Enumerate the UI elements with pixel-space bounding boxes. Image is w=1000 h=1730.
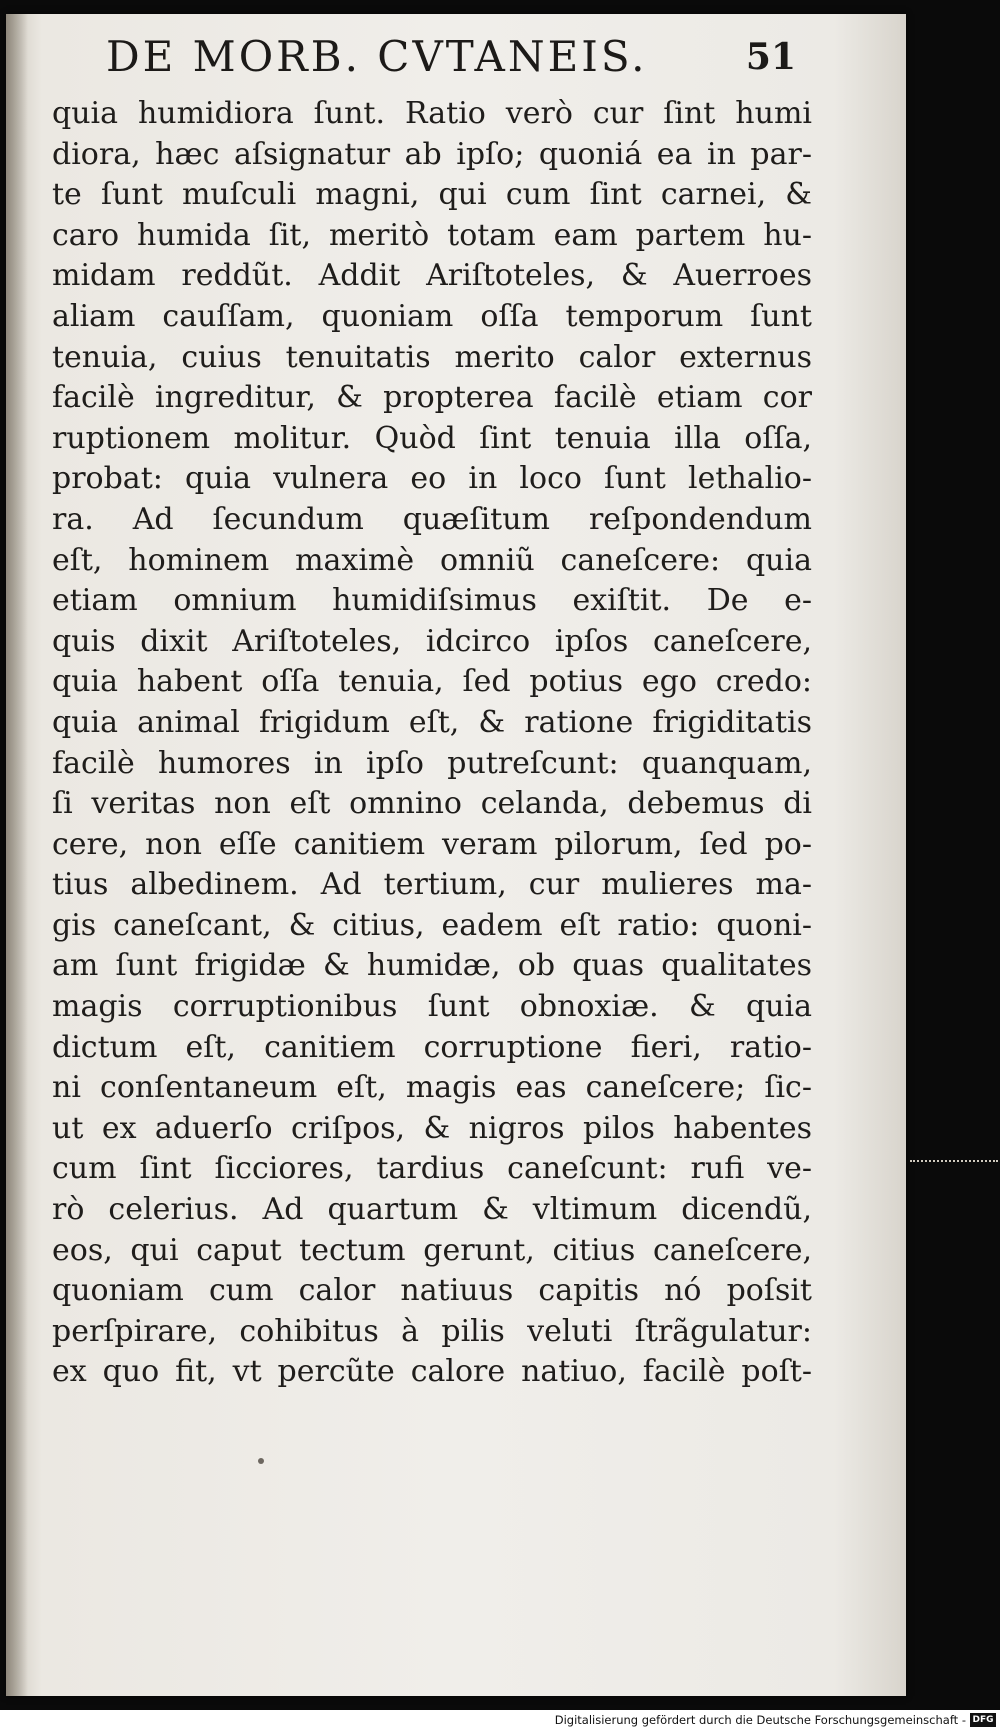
text-line: quia animal frigidum eſt, & ratione frigiditatis (52, 704, 812, 740)
footer-credit: Digitalisierung gefördert durch die Deutsche Forschungsgemeinschaft - (554, 1713, 966, 1727)
text-line: tenuia, cuius tenuitatis merito calor externus (52, 339, 812, 375)
text-line: perſpirare, cohibitus à pilis veluti ſtrãgulatur: (52, 1313, 812, 1349)
text-line: cere, non eſſe canitiem veram pilorum, ſed po- (52, 826, 812, 862)
text-line: quia habent oſſa tenuia, ſed potius ego credo: (52, 664, 812, 700)
book-page (6, 14, 906, 1696)
text-line: ex quo fit, vt percũte calore natiuo, facilè poſt- (52, 1354, 812, 1390)
digitization-footer (0, 1710, 1000, 1730)
text-line: rò celerius. Ad quartum & vltimum dicendũ, (52, 1192, 812, 1228)
text-line: midam reddũt. Addit Ariſtoteles, & Auerroes (52, 258, 812, 294)
text-line: quia humidiora ſunt. Ratio verò cur ſint humi (52, 96, 812, 131)
text-line: magis corruptionibus ſunt obnoxiæ. & quia (52, 989, 812, 1025)
text-line: ni conſentaneum eſt, magis eas caneſcere; ſic- (52, 1070, 812, 1106)
text-line: cum ſint ſicciores, tardius caneſcunt: rufi ve- (52, 1151, 812, 1187)
text-line: caro humida ſit, meritò totam eam partem hu- (52, 217, 812, 253)
text-line: quis dixit Ariſtoteles, idcirco ipſos caneſcere, (52, 623, 812, 659)
text-line: facilè humores in ipſo putreſcunt: quanquam, (52, 745, 812, 781)
text-line: ra. Ad ſecundum quæſitum reſpondendum (52, 501, 812, 537)
edge-mark (910, 1160, 998, 1166)
text-line: am ſunt frigidæ & humidæ, ob quas qualitates (52, 948, 812, 984)
page-number: 51 (745, 36, 796, 78)
text-line: facilè ingreditur, & propterea facilè etiam cor (52, 380, 812, 416)
text-line: eſt, hominem maximè omniũ caneſcere: quia (52, 542, 812, 578)
text-line: te ſunt muſculi magni, qui cum ſint carnei, & (52, 177, 812, 213)
text-line: aliam cauſſam, quoniam oſſa temporum ſunt (52, 298, 812, 334)
ink-speck (258, 1458, 264, 1464)
page-header (106, 32, 796, 88)
text-line: dictum eſt, canitiem corruptione fieri, ratio- (52, 1029, 812, 1065)
text-line: eos, qui caput tectum gerunt, citius caneſcere, (52, 1232, 812, 1268)
body-text (52, 94, 812, 1393)
text-line: gis caneſcant, & citius, eadem eſt ratio: quoni- (52, 907, 812, 943)
text-line: probat: quia vulnera eo in loco ſunt lethalio- (52, 461, 812, 497)
running-title: DE MORB. CVTANEIS. (106, 32, 648, 81)
text-line: ruptionem molitur. Quòd ſint tenuia illa oſſa, (52, 420, 812, 456)
text-line: ut ex aduerſo criſpos, & nigros pilos habentes (52, 1110, 812, 1146)
text-line: diora, hæc aſsignatur ab ipſo; quoniá ea in par- (52, 136, 812, 172)
text-line: tius albedinem. Ad tertium, cur mulieres ma- (52, 867, 812, 903)
text-line: quoniam cum calor natiuus capitis nó poſsit (52, 1273, 812, 1309)
text-line: ſi veritas non eſt omnino celanda, debemus di (52, 786, 812, 822)
dfg-logo: DFG (970, 1713, 996, 1727)
text-line: etiam omnium humidiſsimus exiſtit. De e- (52, 583, 812, 619)
